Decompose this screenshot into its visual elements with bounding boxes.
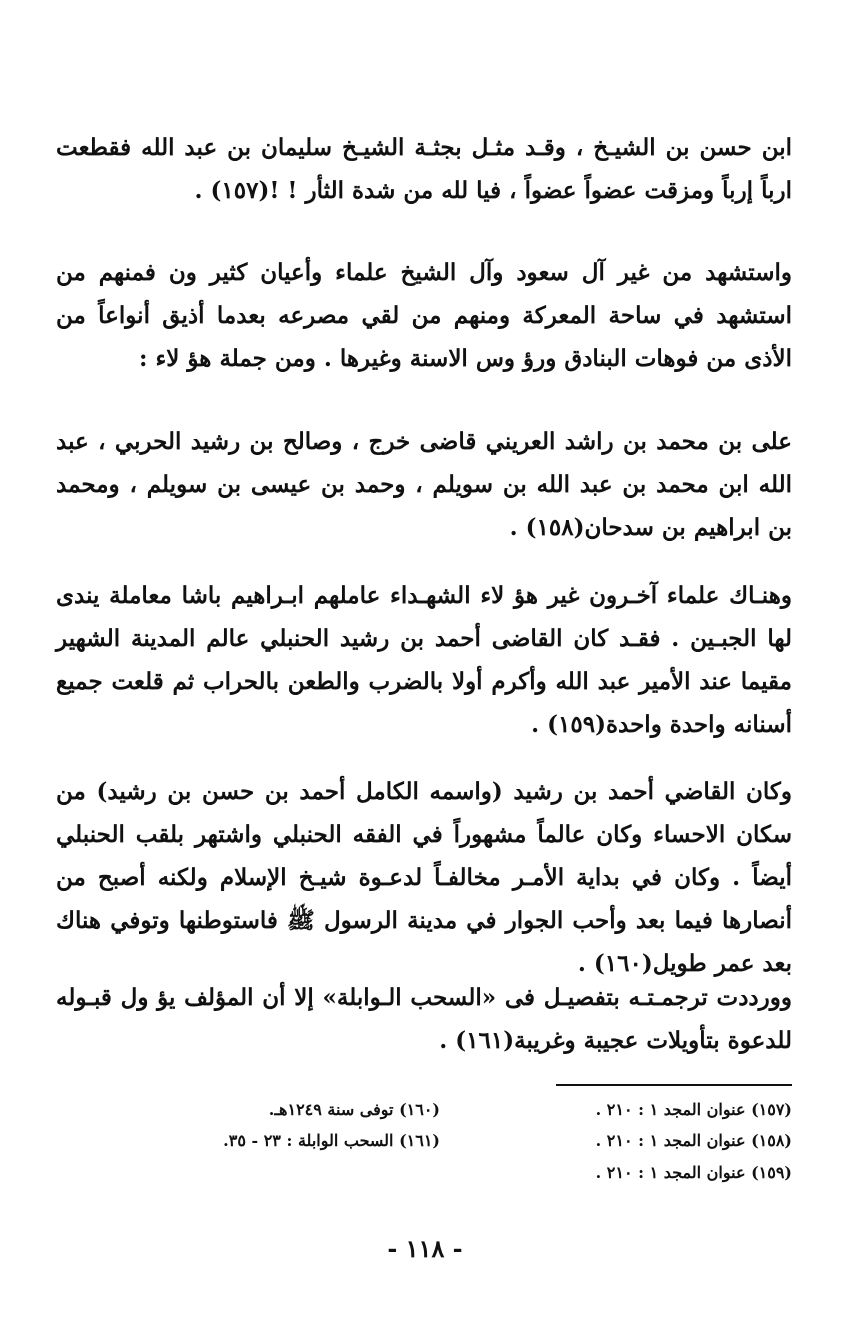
footnote-157: (١٥٧) عنوان المجد ١ : ٢١٠ . — [595, 1100, 792, 1119]
paragraph-2: واستشهد من غير آل سعود وآل الشيخ علماء وأعيان كثير ون فمنهم من استشهد في ساحة المعركة ومنهم من لقي مصرعه بعدما أذيق أنواعاً من الأذى من فوهات البنادق ورؤ وس الاسنة وغيرها . ومن جملة هؤ لاء : — [56, 259, 792, 372]
footnote-158: (١٥٨) عنوان المجد ١ : ٢١٠ . — [595, 1131, 792, 1150]
footnote-160: (١٦٠) توفى سنة ١٢٤٩هـ. — [268, 1100, 440, 1119]
footnote-161: (١٦١) السحب الوابلة : ٢٣ - ٣٥. — [223, 1131, 440, 1150]
paragraph-5: وكان القاضي أحمد بن رشيد (واسمه الكامل أحمد بن حسن بن رشيد) من سكان الاحساء وكان عالماً مشهوراً في الفقه الحنبلي واشتهر بلقب الحنبلي أيضاً . وكان في بداية الأمـر مخالفـاً لدعـوة شيـخ الإسلام ولكنه أصبح من أنصارها فيما بعد وأحب الجوار في مدينة الرسول ﷺ فاستوطنها وتوفي هناك بعد عمر طويل(١٦٠) . — [56, 778, 792, 977]
footnote-159: (١٥٩) عنوان المجد ١ : ٢١٠ . — [595, 1163, 792, 1182]
page-number: - ١١٨ - — [387, 1234, 463, 1263]
paragraph-4: وهنـاك علماء آخـرون غير هؤ لاء الشهـداء عاملهم ابـراهيم باشا معاملة يندى لها الجبـين . فقـد كان القاضى أحمد بن رشيد الحنبلي عالم المدينة الشهير مقيما عند الأمير عبد الله وأكرم أولا بالضرب والطعن بالحراب ثم قلعت جميع أسنانه واحدة واحدة(١٥٩) . — [56, 582, 792, 738]
footnote-separator — [556, 1084, 792, 1086]
paragraph-1: ابن حسن بن الشيـخ ، وقـد مثـل بجثـة الشيـخ سليمان بن عبد الله فقطعت ارباً إرباً ومزقت عضواً عضواً ، فيا لله من شدة الثأر ! !(١٥٧) . — [56, 134, 792, 204]
paragraph-6: وورددت ترجمـتـه بتفصيـل فى «السحب الـوابلة» إلا أن المؤلف يؤ ول قبـوله للدعوة بتأويلات عجيبة وغريبة(١٦١) . — [56, 984, 792, 1054]
paragraph-3: على بن محمد بن راشد العريني قاضى خرج ، وصالح بن رشيد الحربي ، عبد الله ابن محمد بن عبد الله بن سويلم ، وحمد بن عيسى بن سويلم ، ومحمد بن ابراهيم بن سدحان(١٥٨) . — [56, 428, 792, 541]
